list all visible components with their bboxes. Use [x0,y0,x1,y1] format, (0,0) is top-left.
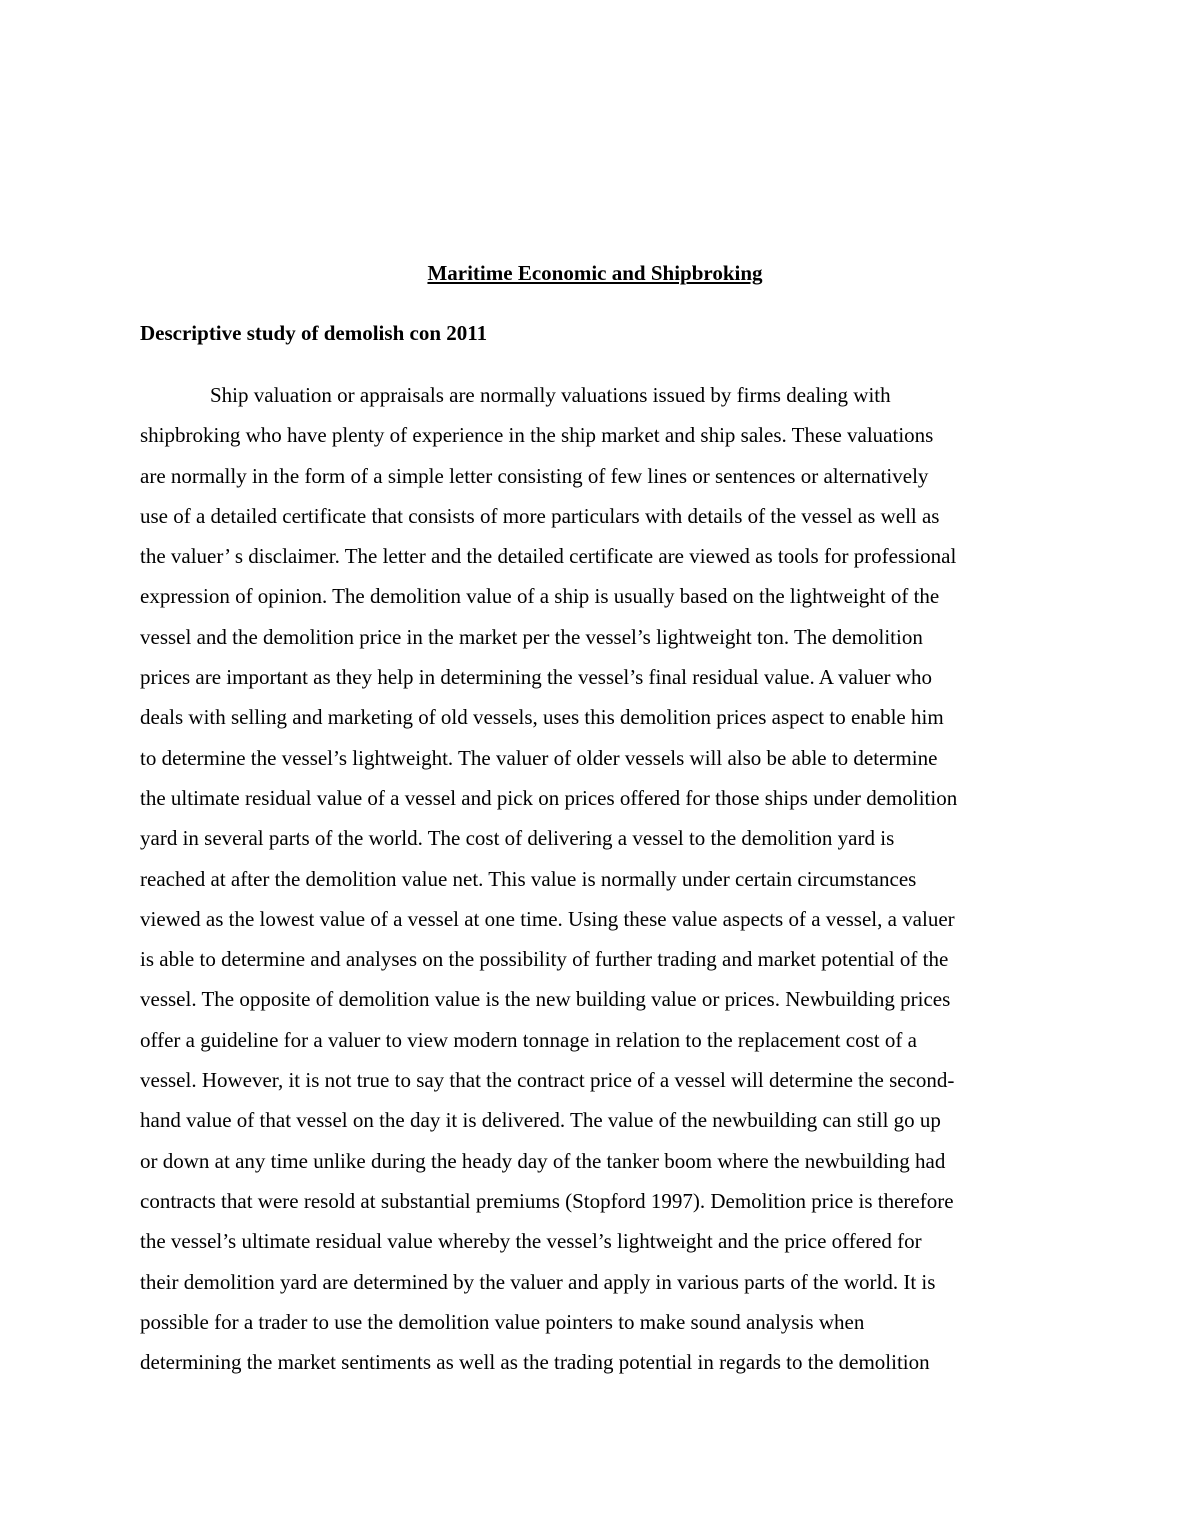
paragraph-line: shipbroking who have plenty of experience in the ship market and ship sales. These valuations [140,423,934,448]
section-heading: Descriptive study of demolish con 2011 [140,321,488,345]
paragraph-line: prices are important as they help in determining the vessel’s final residual value. A valuer who [140,665,932,690]
paragraph-line: is able to determine and analyses on the possibility of further trading and market potential of the [140,947,949,972]
paragraph-line: are normally in the form of a simple letter consisting of few lines or sentences or alternatively [140,463,929,488]
paragraph-line: contracts that were resold at substantial premiums (Stopford 1997). Demolition price is therefore [140,1188,954,1213]
paragraph-line: vessel. The opposite of demolition value is the new building value or prices. Newbuilding prices [140,987,951,1012]
document-title: Maritime Economic and Shipbroking [427,261,763,285]
paragraph-line: the valuer’ s disclaimer. The letter and the detailed certificate are viewed as tools for professional [140,544,957,569]
paragraph-line: vessel. However, it is not true to say that the contract price of a vessel will determine the second- [140,1068,955,1093]
paragraph-line: their demolition yard are determined by the valuer and apply in various parts of the world. It is [140,1269,936,1294]
paragraph-line: reached at after the demolition value net. This value is normally under certain circumstances [140,866,917,891]
paragraph-line: vessel and the demolition price in the market per the vessel’s lightweight ton. The demolition [140,624,923,649]
paragraph-line: expression of opinion. The demolition value of a ship is usually based on the lightweight of the [140,584,940,609]
paragraph-line: Ship valuation or appraisals are normally valuations issued by firms dealing with [210,383,891,407]
paragraph-line: yard in several parts of the world. The cost of delivering a vessel to the demolition yard is [140,826,895,851]
paragraph-line: hand value of that vessel on the day it is delivered. The value of the newbuilding can still go up [140,1108,941,1133]
paragraph-line: possible for a trader to use the demolition value pointers to make sound analysis when [140,1309,865,1334]
paragraph-line: determining the market sentiments as well as the trading potential in regards to the demolition [140,1350,930,1375]
paragraph-line: the vessel’s ultimate residual value whereby the vessel’s lightweight and the price offered for [140,1229,922,1254]
paragraph-line: the ultimate residual value of a vessel and pick on prices offered for those ships under demolition [140,785,958,810]
body-paragraph [140,375,1052,1382]
paragraph-line: use of a detailed certificate that consists of more particulars with details of the vessel as well as [140,503,940,528]
paragraph-line: offer a guideline for a valuer to view modern tonnage in relation to the replacement cost of a [140,1027,917,1052]
paragraph-line: or down at any time unlike during the heady day of the tanker boom where the newbuilding had [140,1148,946,1173]
paragraph-line: deals with selling and marketing of old vessels, uses this demolition prices aspect to enable him [140,705,944,730]
paragraph-line: to determine the vessel’s lightweight. The valuer of older vessels will also be able to determine [140,745,938,770]
paragraph-line: viewed as the lowest value of a vessel at one time. Using these value aspects of a vessel, a valuer [140,906,955,931]
